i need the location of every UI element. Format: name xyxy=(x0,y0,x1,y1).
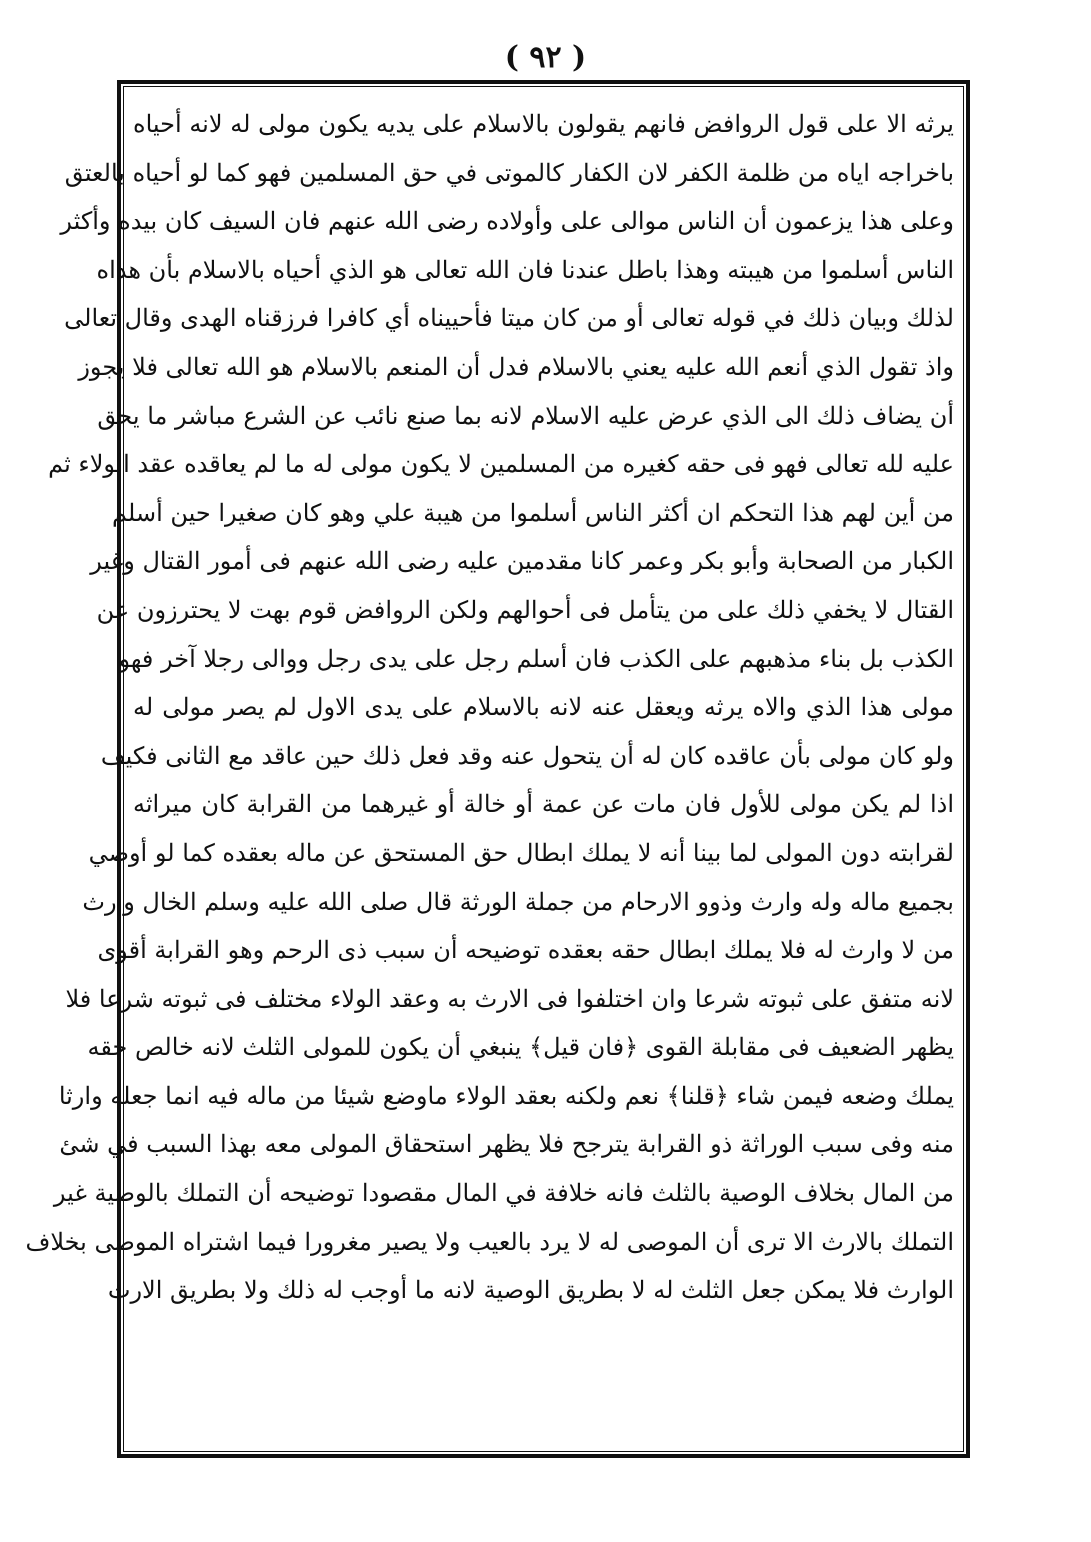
text-line: لانه متفق على ثبوته شرعا وان اختلفوا فى الارث به وعقد الولاء مختلف فى ثبوته شرعا فلا xyxy=(65,984,954,1013)
text-line: من المال بخلاف الوصية بالثلث فانه خلافة في المال مقصودا توضيحه أن التملك بالوصية غير xyxy=(53,1179,954,1208)
text-line: يظهر الضعيف فى مقابلة القوى ﴿فان قيل﴾ ينبغي أن يكون للمولى الثلث لانه خالص حقه xyxy=(87,1033,954,1062)
text-line: يرثه الا على قول الروافض فانهم يقولون بالاسلام على يديه يكون مولى له لانه أحياه xyxy=(133,110,954,138)
text-line: واذ تقول الذي أنعم الله عليه يعني بالاسلام فدل أن المنعم بالاسلام هو الله تعالى فلا يجوز xyxy=(78,352,954,381)
text-line: اذا لم يكن مولى للأول فان مات عن عمة أو خالة أو غيرهما من القرابة كان ميراثه xyxy=(133,790,954,819)
text-line: الكذب بل بناء مذهبهم على الكذب فان أسلم رجل على يدى رجل ووالى رجلا آخر فهو xyxy=(118,644,954,673)
text-line: عليه لله تعالى فهو فى حقه كغيره من المسلمين لا يكون مولى له ما لم يعاقده عقد الولاء ثم xyxy=(48,450,954,479)
text-line: ولو كان مولى بأن عاقده كان له أن يتحول عنه وقد فعل ذلك حين عاقد مع الثانى فكيف xyxy=(100,741,954,770)
text-line: يملك وضعه فيمن شاء ﴿قلنا﴾ نعم ولكنه بعقد الولاء ماوضع شيئا من ماله فيه انما جعله وارثا xyxy=(58,1081,954,1110)
text-line: منه وفى سبب الوراثة ذو القرابة يترجح فلا يظهر استحقاق المولى معه بهذا السبب في شئ xyxy=(59,1130,954,1159)
text-line: من لا وارث له فلا يملك ابطال حقه بعقده توضيحه أن سبب ذى الرحم وهو القرابة أقوى xyxy=(97,936,954,965)
text-line: لذلك وبيان ذلك في قوله تعالى أو من كان ميتا فأحييناه أي كافرا فرزقناه الهدى وقال تعالى xyxy=(64,304,954,333)
text-line: القتال لا يخفي ذلك على من يتأمل فى أحوالهم ولكن الروافض قوم بهت لا يحترزون عن xyxy=(96,595,954,624)
text-body xyxy=(25,100,954,1445)
text-line: من أين لهم هذا التحكم ان أكثر الناس أسلموا من هيبة علي وهو كان صغيرا حين أسلم xyxy=(112,498,954,527)
text-line: التملك بالارث الا ترى أن الموصى له لا يرد بالعيب ولا يصير مغرورا فيما اشتراه الموصى بخلاف xyxy=(25,1227,954,1256)
page-number: ( ٩٢ ) xyxy=(504,40,587,75)
text-line: مولى هذا الذي والاه يرثه ويعقل عنه لانه بالاسلام على يدى الاول لم يصر مولى له xyxy=(133,693,954,722)
text-line: باخراجه اياه من ظلمة الكفر لان الكفار كالموتى في حق المسلمين فهو كما لو أحياه بالعتق xyxy=(64,158,954,187)
text-line: الوارث فلا يمكن جعل الثلث له لا بطريق الوصية لانه ما أوجب له ذلك ولا بطريق الارث xyxy=(107,1276,954,1305)
text-line: وعلى هذا يزعمون أن الناس موالى على وأولاده رضى الله عنهم فان السيف كان بيده وأكثر xyxy=(60,207,954,236)
text-line: الكبار من الصحابة وأبو بكر وعمر كانا مقدمين عليه رضى الله عنهم فى أمور القتال وغير xyxy=(90,547,954,576)
text-line: أن يضاف ذلك الى الذي عرض عليه الاسلام لانه بما صنع نائب عن الشرع مباشر ما يحق xyxy=(97,401,954,430)
text-line: بجميع ماله وله وارث وذوو الارحام من جملة الورثة قال صلى الله عليه وسلم الخال وارث xyxy=(82,887,954,916)
text-line: لقرابته دون المولى لما بينا أنه لا يملك ابطال حق المستحق عن ماله بعقده كما لو أوصي xyxy=(88,838,954,867)
text-line: الناس أسلموا من هيبته وهذا باطل عندنا فان الله تعالى هو الذي أحياه بالاسلام بأن هداه xyxy=(96,255,954,284)
